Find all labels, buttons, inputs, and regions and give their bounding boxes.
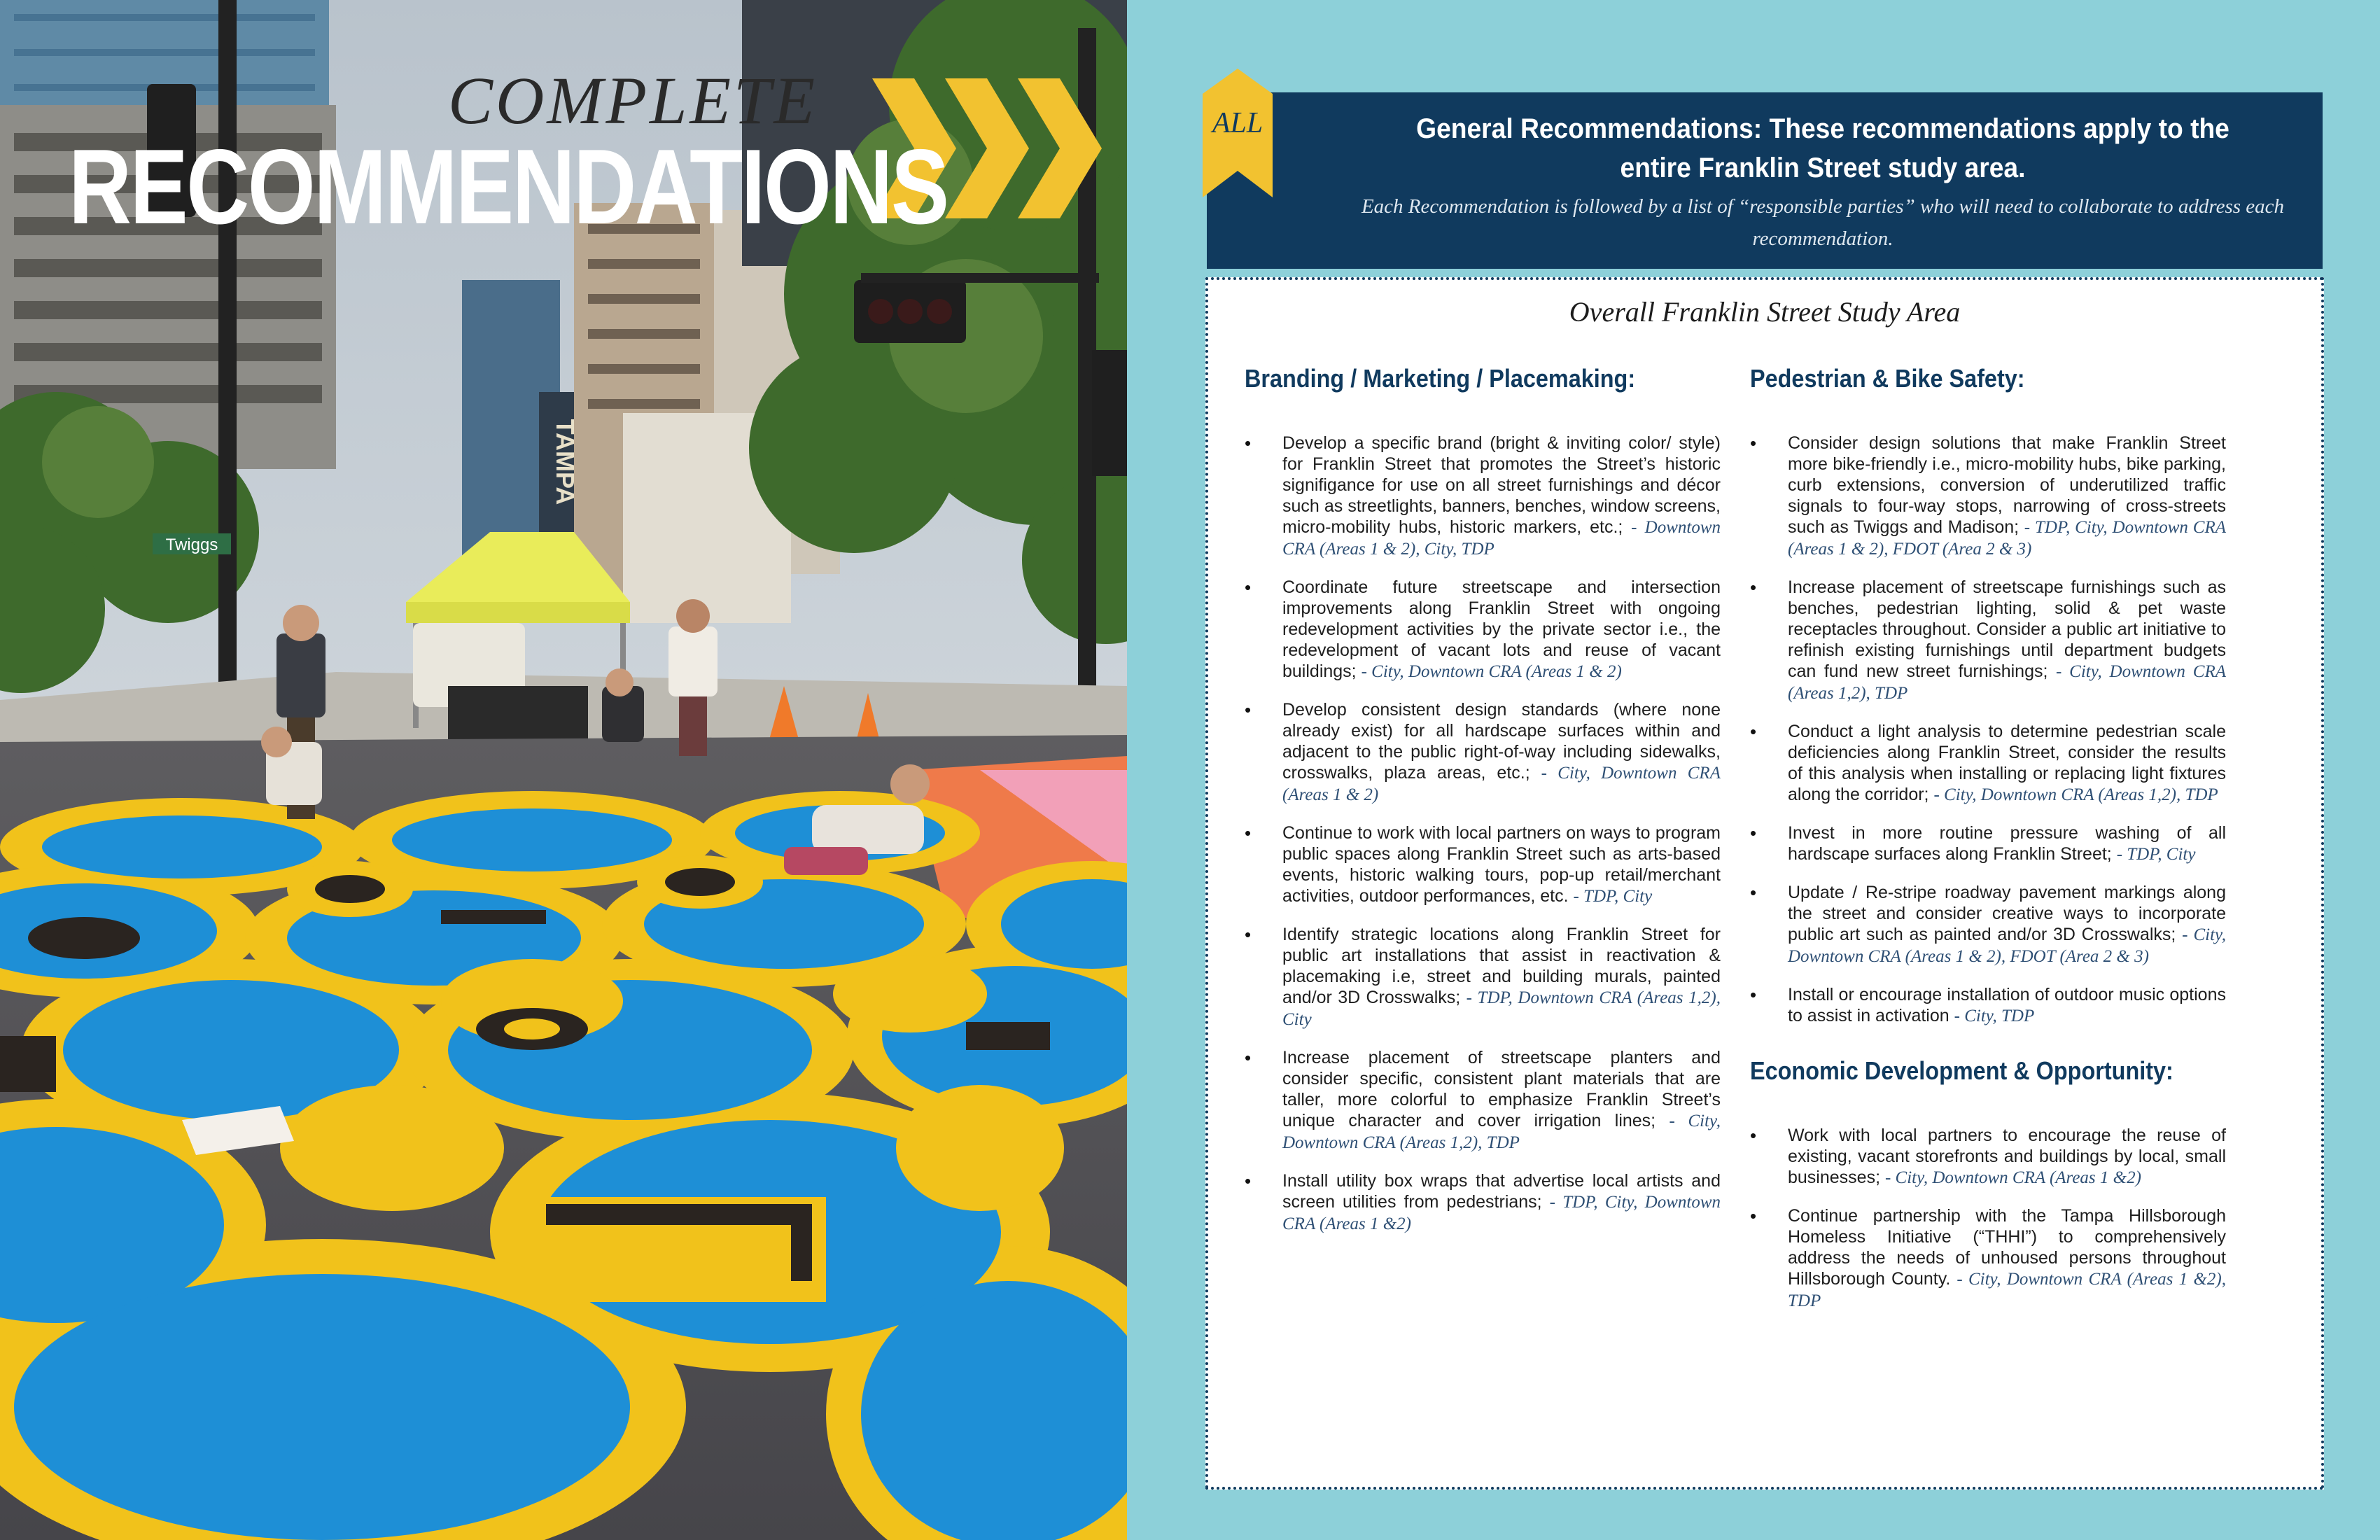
general-recommendations-banner [1207, 92, 2323, 269]
tampa-marquee-sign: TAMPA [551, 419, 580, 505]
list-item: • Work with local partners to encourage the reuse of existing, vacant storefronts and buildings by local, small businesses; - City, Downtown CRA (Areas 1 &2) [1750, 1125, 2226, 1189]
list-item: • Install utility box wraps that advertise local artists and screen utilities from pedestrians; - TDP, City, Downtown CRA (Areas 1 &2) [1245, 1170, 1721, 1235]
pedestrian-list [1750, 433, 2226, 1027]
left-column [1245, 364, 1721, 1252]
economic-list [1750, 1125, 2226, 1312]
study-area-title: Overall Franklin Street Study Area [1569, 296, 1961, 328]
all-badge-label: ALL [1212, 107, 1264, 139]
twiggs-street-sign: Twiggs [165, 536, 218, 554]
list-item: • Continue to work with local partners on ways to program public spaces along Franklin Street such as arts-based events, historic walking tours, pop-up retail/merchant activities, outdoor performances, etc. - TDP, City [1245, 822, 1721, 907]
list-item: • Increase placement of streetscape furnishings such as benches, pedestrian lighting, solid & pet waste receptacles throughout. Consider a public art initiative to refinish existing furnishings until department budgets can fund new street furnishings; - City, Downtown CRA (Areas 1,2), TDP [1750, 577, 2226, 704]
banner-title: General Recommendations: These recommendations apply to the entire Franklin Street study area. [1416, 113, 2230, 183]
list-item: • Consider design solutions that make Franklin Street more bike-friendly i.e., micro-mobility hubs, bike parking, curb extensions, conversion of underutilized traffic signals to four-way stops, narrowing of cross-streets such as Twiggs and Madison; - TDP, City, Downtown CRA (Areas 1 & 2), FDOT (Area 2 & 3) [1750, 433, 2226, 560]
hero-subtitle: COMPLETE [448, 63, 818, 138]
right-column [1750, 364, 2226, 1329]
recommendations-page [1127, 0, 2380, 1540]
hero-title: RECOMMENDATIONS [69, 127, 948, 246]
section-heading-branding: Branding / Marketing / Placemaking: [1245, 364, 1636, 393]
list-item: • Continue partnership with the Tampa Hillsborough Homeless Initiative (“THHI”) to comprehensively address the needs of unhoused persons throughout Hillsborough County. - City, Downtown CRA (Areas 1 &2), TDP [1750, 1205, 2226, 1312]
list-item: • Conduct a light analysis to determine pedestrian scale deficiencies along Franklin Street, consider the results of this analysis when installing or replacing light fixtures along the corridor; - City, Downtown CRA (Areas 1,2), TDP [1750, 721, 2226, 806]
branding-list [1245, 433, 1721, 1235]
list-item: • Identify strategic locations along Franklin Street for public art installations that assist in reactivation & placemaking i.e, street and building murals, painted and/or 3D Crosswalks; - TDP, Downtown CRA (Areas 1,2), City [1245, 924, 1721, 1030]
list-item: • Install or encourage installation of outdoor music options to assist in activation - City, TDP [1750, 984, 2226, 1027]
list-item: • Develop a specific brand (bright & inviting color/ style) for Franklin Street that promotes the Street’s historic signifigance for use on all street furnishings and décor such as streetlights, banners, benches, window screens, micro-mobility hubs, historic markers, etc.; - Downtown CRA (Areas 1 & 2), City, TDP [1245, 433, 1721, 560]
banner-subtitle: Each Recommendation is followed by a list of “responsible parties” who will need to collaborate to address each recommendation. [1361, 195, 2285, 250]
list-item: • Increase placement of streetscape planters and consider specific, consistent plant materials that are taller, more colorful to emphasize Franklin Street’s unique character and cover irrigation lines; - City, Downtown CRA (Areas 1,2), TDP [1245, 1047, 1721, 1154]
cover-photo [0, 0, 1127, 1540]
list-item: • Invest in more routine pressure washing of all hardscape surfaces along Franklin Street; - TDP, City [1750, 822, 2226, 865]
section-heading-pedestrian: Pedestrian & Bike Safety: [1750, 364, 2025, 393]
recommendations-box [1205, 277, 2324, 1490]
list-item: • Develop consistent design standards (where none already exist) for all hardscape surfaces within and adjacent to the public right-of-way including sidewalks, crosswalks, plaza areas, etc.; - City, Downtown CRA (Areas 1 & 2) [1245, 699, 1721, 806]
list-item: • Coordinate future streetscape and intersection improvements along Franklin Street with ongoing redevelopment activities by the private sector i.e., the redevelopment of vacant lots and reuse of vacant buildings; - City, Downtown CRA (Areas 1 & 2) [1245, 577, 1721, 682]
all-badge [1203, 69, 1273, 197]
list-item: • Update / Re-stripe roadway pavement markings along the street and consider creative ways to incorporate public art such as painted and/or 3D Crosswalks; - City, Downtown CRA (Areas 1 & 2), FDOT (Area 2 & 3) [1750, 882, 2226, 967]
section-heading-economic: Economic Development & Opportunity: [1750, 1056, 2174, 1085]
